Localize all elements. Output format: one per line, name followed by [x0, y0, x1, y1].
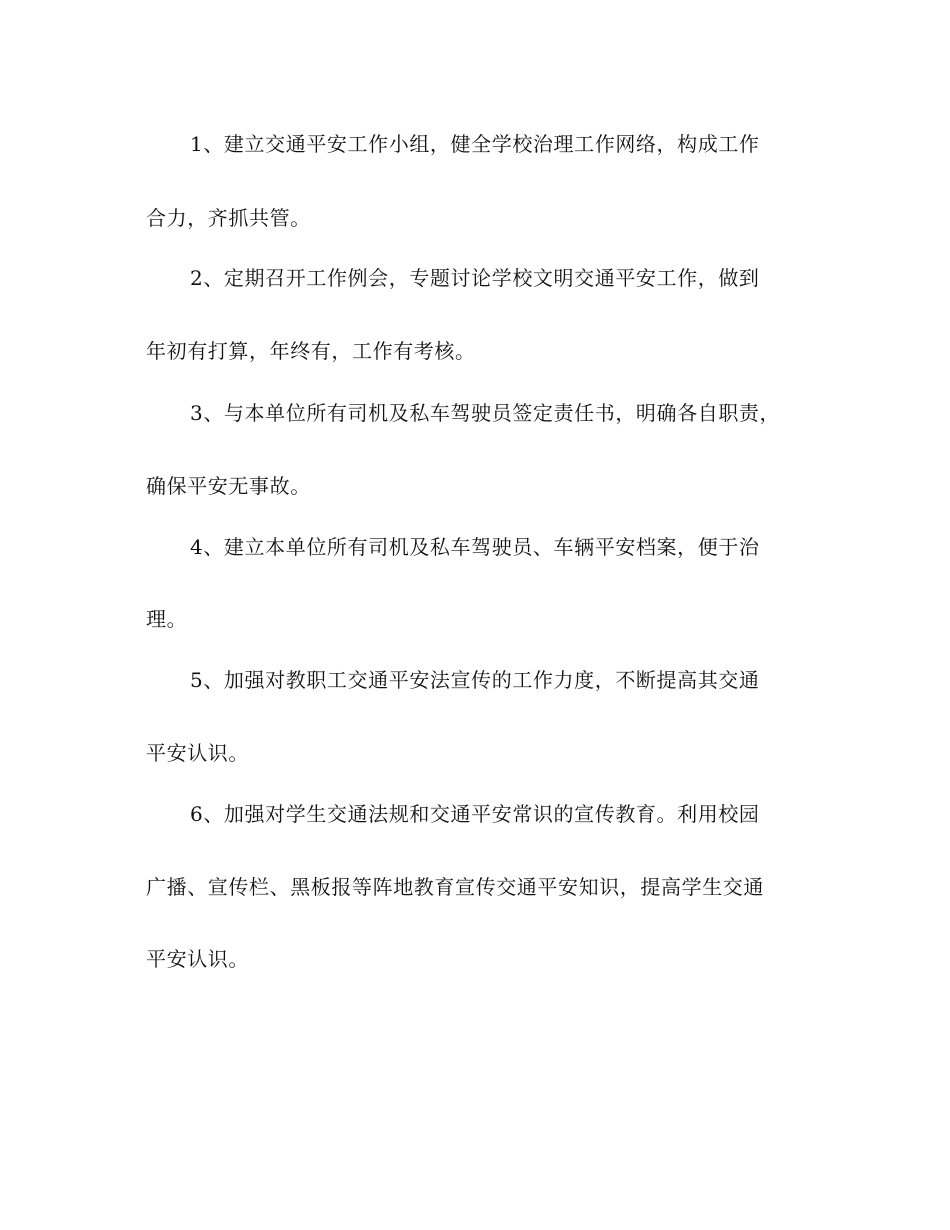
paragraph-6-line-2: 广播、宣传栏、黑板报等阵地教育宣传交通平安知识，提高学生交通 [146, 875, 764, 899]
paragraph-3-line-1: 3、与本单位所有司机及私车驾驶员签定责任书，明确各自职责， [190, 401, 781, 425]
paragraph-2-line-2: 年初有打算，年终有，工作有考核。 [146, 339, 476, 363]
paragraph-4-line-2: 理。 [146, 607, 188, 631]
paragraph-6-line-1: 6、加强对学生交通法规和交通平安常识的宣传教育。利用校园 [190, 802, 760, 826]
paragraph-2-line-1: 2、定期召开工作例会，专题讨论学校文明交通平安工作，做到 [190, 266, 760, 290]
paragraph-6-line-3: 平安认识。 [146, 947, 249, 971]
paragraph-1-line-1: 1、建立交通平安工作小组，健全学校治理工作网络，构成工作 [190, 132, 760, 156]
paragraph-1-line-2: 合力，齐抓共管。 [146, 206, 311, 230]
paragraph-3-line-2: 确保平安无事故。 [146, 474, 311, 498]
paragraph-4-line-1: 4、建立本单位所有司机及私车驾驶员、车辆平安档案，便于治 [190, 535, 760, 559]
paragraph-5-line-1: 5、加强对教职工交通平安法宣传的工作力度，不断提高其交通 [190, 668, 760, 692]
paragraph-5-line-2: 平安认识。 [146, 741, 249, 765]
